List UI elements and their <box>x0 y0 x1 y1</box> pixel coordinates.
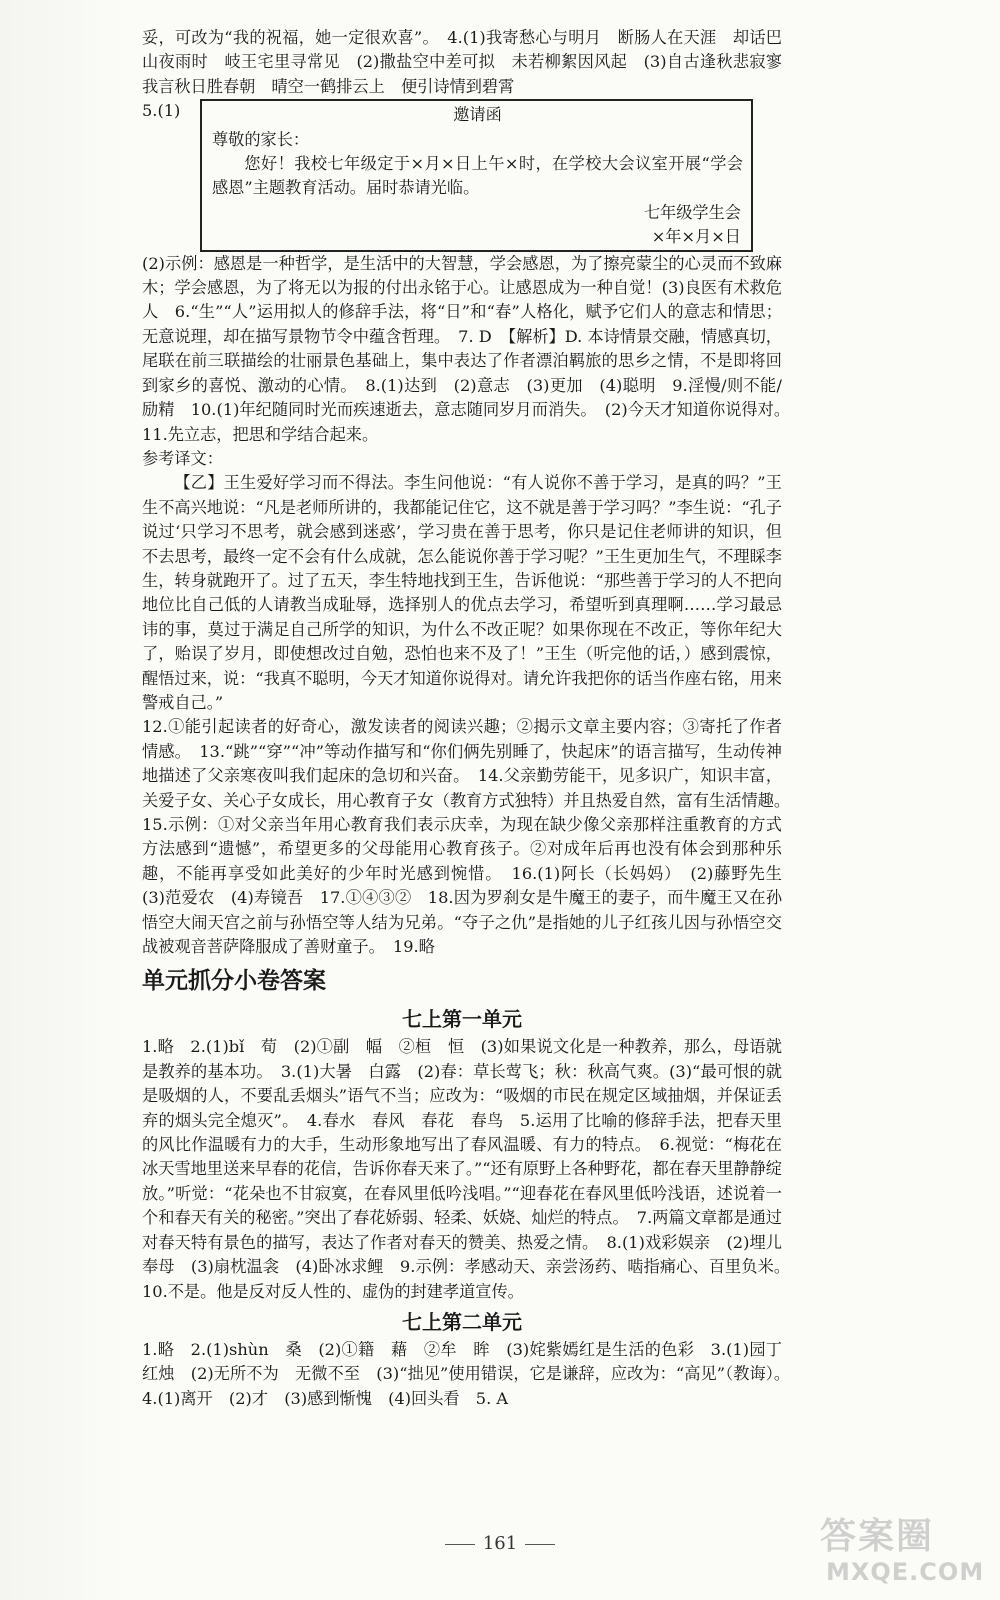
unit-1-title: 七上第一单元 <box>402 1007 522 1032</box>
answer-content <box>142 26 799 1411</box>
invitation-row <box>142 99 782 251</box>
invitation-signer: 七年级学生会 <box>643 202 741 222</box>
section-title: 单元抓分小卷答案 <box>142 968 326 995</box>
unit-2-title: 七上第二单元 <box>402 1309 522 1334</box>
page-number-dash-left <box>445 1544 475 1545</box>
invitation-letter-box <box>200 99 753 251</box>
invitation-title: 邀请函 <box>453 105 502 125</box>
translation-paragraph: 【乙】王生爱好学习而不得法。李生问他说：“有人说你不善于学习，是真的吗？”王生不高兴地说：“凡是老师所讲的，我都能记住它，这不就是善于学习吗？”李生说：“孔子说过‘只学习不思考，就会感到迷惑’，学习贵在善于思考，你只是记住老师讲的知识，但不去思考，最终一定不会有什么成就，怎么能说你善于学习呢？”王生更加生气，不理睬李生，转身就跑开了。过了五天，李生特地找到王生，告诉他说：“那些善于学习的人不把向地位比自己低的人请教当成耻辱，选择别人的优点去学习，希望听到真理啊……学习最忌讳的事，莫过于满足自己所学的知识，为什么不改正呢？如果你现在不改正，等你年纪大了，贻误了岁月，即使想改过自勉，恐怕也来不及了！”王生（听完他的话，）感到震惊，醒悟过来，说：“我真不聪明，今天才知道你说得对。请允许我把你的话当作座右铭，用来警戒自己。” <box>142 473 782 712</box>
unit-2-answers: 1.略 2.(1)shùn 桑 (2)①籍 藉 ②牟 眸 (3)姹紫嫣红是生活的色彩 3.(1)园丁 红烛 (2)无所不为 无微不至 (3)“拙见”使用错误，它是谦辞，应改为：“高见”（教诲）。 4.(1)离开 (2)才 (3)感到惭愧 (4)回头看 5. A <box>142 1339 799 1408</box>
invitation-salutation: 尊敬的家长： <box>212 129 310 149</box>
answer-paragraph-1: 妥，可改为“我的祝福，她一定很欢喜”。 4.(1)我寄愁心与明月 断肠人在天涯 却话巴山夜雨时 岐王宅里寻常见 (2)撒盐空中差可拟 未若柳絮因风起 (3)自古逢秋悲寂寥 我言秋日胜春朝 晴空一鹤排云上 便引诗情到碧霄 <box>142 28 799 96</box>
watermark-cn-text: 答案圈 <box>820 1516 935 1557</box>
translation-heading: 参考译文： <box>142 448 223 468</box>
page-number-text: 161 <box>482 1533 518 1554</box>
page-edge-shade <box>0 0 128 1600</box>
watermark-en-text: MXQE.COM <box>826 1558 985 1586</box>
invitation-question-label: 5.(1) <box>142 101 181 121</box>
page-number-dash-right <box>525 1544 555 1545</box>
answer-paragraph-3: 12.①能引起读者的好奇心，激发读者的阅读兴趣；②揭示文章主要内容；③寄托了作者情感。 13.“跳”“穿”“冲”等动作描写和“你们俩先别睡了，快起床”的语言描写，生动传神地描述了父亲寒夜叫我们起床的急切和兴奋。 14.父亲勤劳能干，见多识广，知识丰富，关爱子女、关心子女成长，用心教育子女（教育方式独特）并且热爱自然，富有生活情趣。 15.示例：①对父亲当年用心教育我们表示庆幸，为现在缺少像父亲那样注重教育的方式方法感到“遗憾”，希望更多的父母能用心教育孩子。②对成年后再也没有体会到那种乐趣，不能再享受如此美好的少年时光感到惋惜。 16.(1)阿长（长妈妈） (2)藤野先生 (3)范爱农 (4)寿镜吾 17.①④③② 18.因为罗刹女是牛魔王的妻子，而牛魔王又在孙悟空大闹天宫之前与孙悟空等人结为兄弟。“夺子之仇”是指她的儿子红孩儿因与孙悟空交战被观音菩萨降服成了善财童子。 19.略 <box>142 717 799 957</box>
answer-paragraph-2: (2)示例：感恩是一种哲学，是生活中的大智慧，学会感恩，为了擦亮蒙尘的心灵而不致麻木；学会感恩，为了将无以为报的付出永铭于心。让感恩成为一种自觉！(3)良医有术救危人 6.“生”“人”运用拟人的修辞手法，将“日”和“春”人格化，赋予它们人的意志和情思；无意说理，却在描写景物节令中蕴含哲理。 7. D 【解析】D. 本诗情景交融，情感真切，尾联在前三联描绘的壮丽景色基础上，集中表达了作者漂泊羁旅的思乡之情，不是即将回到家乡的喜悦、激动的心情。 8.(1)达到 (2)意志 (3)更加 (4)聪明 9.淫慢/则不能/励精 10.(1)年纪随同时光而疾速逝去，意志随同岁月而消失。 (2)今天才知道你说得对。 11.先立志，把思和学结合起来。 <box>142 253 799 444</box>
invitation-date: ×年×月×日 <box>651 227 741 247</box>
watermark-logo <box>820 1508 990 1592</box>
unit-1-answers: 1.略 2.(1)bǐ 荀 (2)①副 幅 ②桓 恒 (3)如果说文化是一种教养，那么，母语就是教养的基本功。 3.(1)大暑 白露 (2)春：草长莺飞；秋：秋高气爽。(3)“最可恨的就是吸烟的人，不要乱丢烟头”语气不当；应改为：“吸烟的市民在规定区域抽烟，并保证丢弃的烟头完全熄灭”。 4.春水 春风 春花 春鸟 5.运用了比喻的修辞手法，把春天里的风比作温暖有力的大手，生动形象地写出了春风温暖、有力的特点。 6.视觉：“梅花在冰天雪地里送来早春的花信，告诉你春天来了。”“还有原野上各种野花，都在春天里静静绽放。”听觉：“花朵也不甘寂寞，在春风里低吟浅唱。”“迎春花在春风里低吟浅语，述说着一个和春天有关的秘密。”突出了春花娇弱、轻柔、妖娆、灿烂的特点。 7.两篇文章都是通过对春天特有景色的描写，表达了作者对春天的赞美、热爱之情。 8.(1)戏彩娱亲 (2)埋儿奉母 (3)扇枕温衾 (4)卧冰求鲤 9.示例：孝感动天、亲尝汤药、啮指痛心、百里负米。 10.不是。他是反对反人性的、虚伪的封建孝道宣传。 <box>142 1037 799 1301</box>
invitation-body: 您好！我校七年级定于×月×日上午×时，在学校大会议室开展“学会感恩”主题教育活动。届时恭请光临。 <box>212 154 743 198</box>
